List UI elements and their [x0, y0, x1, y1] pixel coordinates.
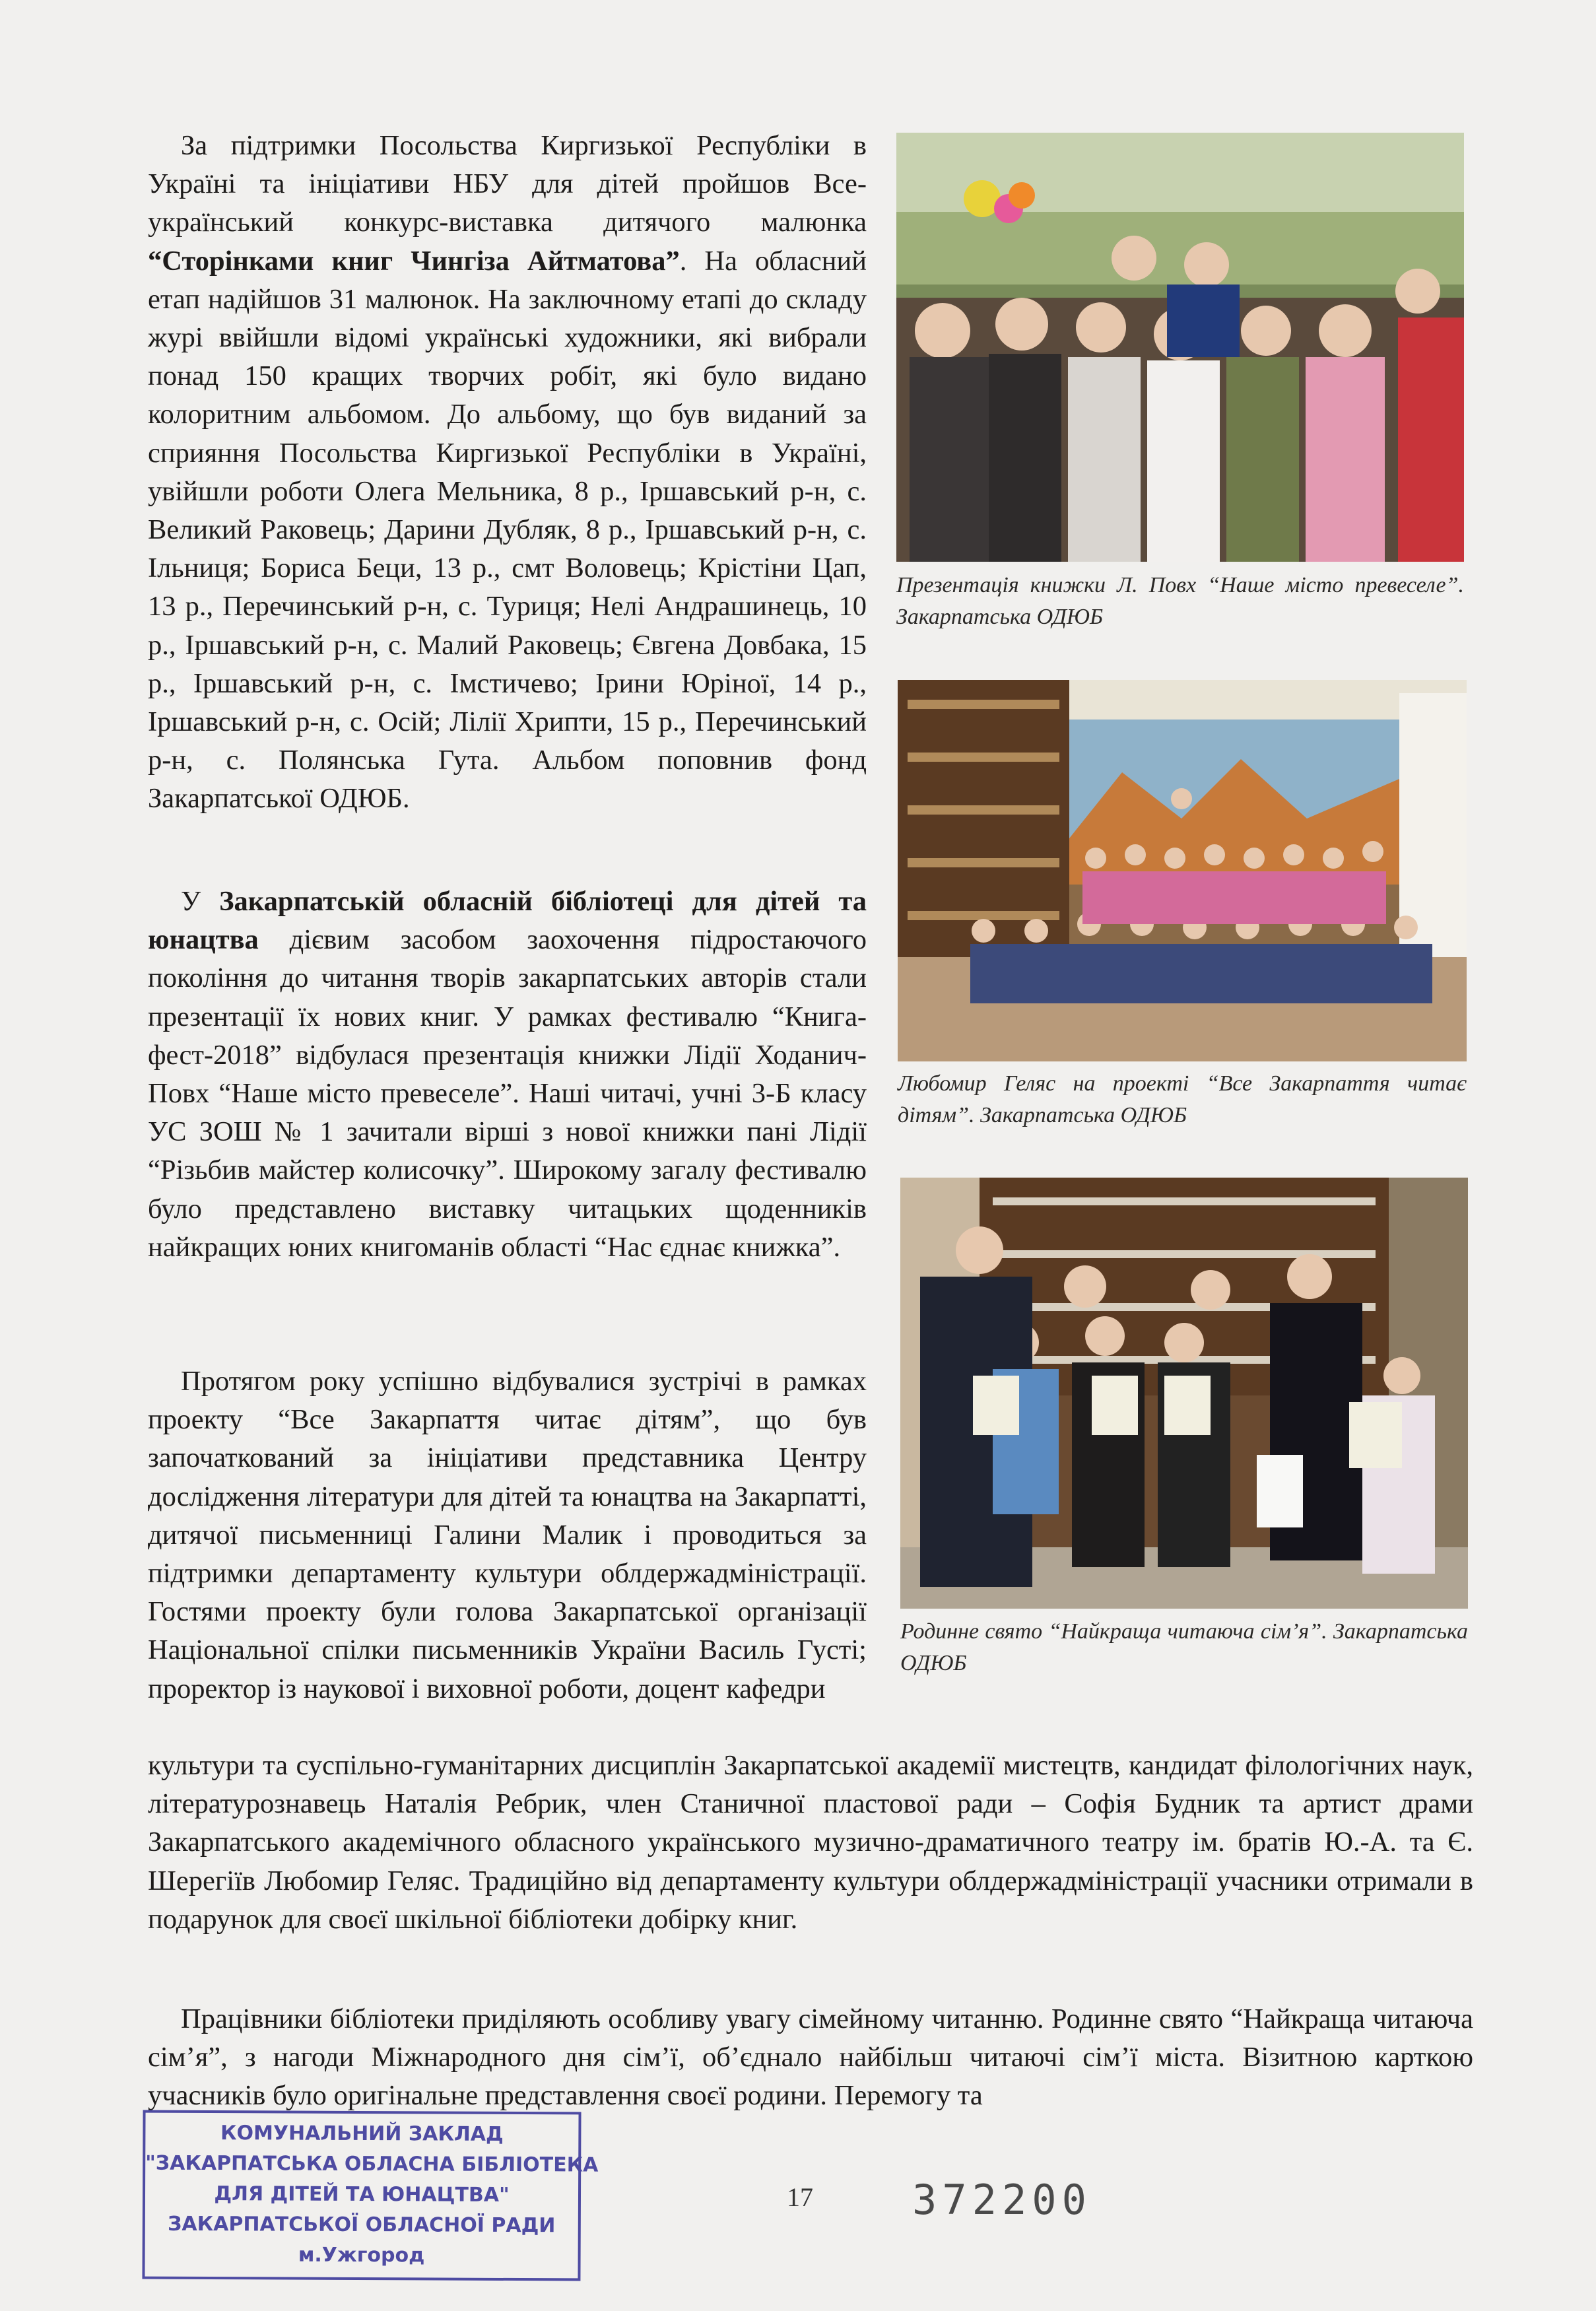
library-name: Закарпатській обласній бібліотеці для дітей та юнацтва — [148, 886, 867, 956]
stamp-line-5: м.Ужгород — [298, 2243, 425, 2267]
caption-photo-2-text: Любомир Геляс на проекті “Все Закарпаття читає дітям”. Закарпатська ОДЮБ — [898, 1071, 1467, 1127]
paragraph-project-continued-text: культури та суспільно-гуманітарних дисциплін Закарпатської академії мистецтв, кандидат філологічних наук, літературознавець Наталія Ребрик, член Станичної пластової ради – Софія Будник та артист драми Закарпатського академічного обласного українського музично-драматичного театру ім. братів Ю.-А. та Є. Шерегіїв Любомир Геляс. Традиційно від департаменту культури облдержадміністрації учасники отримали в подарунок для своєї шкільної бібліотеки добірку книг. — [148, 1750, 1473, 1935]
stamp-line-2: "ЗАКАРПАТСЬКА ОБЛАСНА БІБЛІОТЕКА — [145, 2151, 599, 2177]
paragraph-project — [148, 1362, 867, 1708]
stamp-line-3: ДЛЯ ДІТЕЙ ТА ЮНАЦТВА" — [214, 2182, 510, 2207]
contest-title: “Сторінками книг Чингіза Айтматова” — [148, 245, 680, 277]
paragraph-library-start: У — [181, 886, 220, 917]
paragraph-contest — [148, 127, 867, 819]
paragraph-contest-rest: . На обласний етап надійшов 31 малюнок. На заключному етапі до складу журі ввійшли відомі українські художники, які вибрали понад 150 кращих творчих робіт, які було видано колоритним альбомом. До альбому, що був виданий за сприяння Посольства Киргизької Республіки в Україні, увійшли роботи Олега Мельника, 8 р., Іршавський р-н, с. Великий Раковець; Дарини Дубляк, 8 р., Іршавський р-н, с. Ільниця; Бориса Беци, 13 р., смт Воловець; Крістіни Цап, 13 р., Перечинський р-н, с. Туриця; Нелі Андрашинець, 10 р., Іршавський р-н, с. Малий Раковець; Євгена Довбака, 15 р., Іршавський р-н, с. Імстичево; Ірини Юріної, 14 р., Іршавський р-н, с. Осій; Лілії Хрипти, 15 р., Перечинський р-н, с. Полянська Гута. Альбом поповнив фонд Закарпатської ОДЮБ. — [148, 245, 867, 815]
paragraph-project-continued — [148, 1747, 1473, 1939]
page-number: 17 — [787, 2182, 813, 2212]
caption-photo-3 — [900, 1616, 1468, 1679]
library-stamp — [142, 2110, 599, 2281]
caption-photo-1-text: Презентація книжки Л. Повх “Наше місто превеселе”. Закарпатська ОДЮБ — [896, 573, 1464, 629]
paragraph-library-rest: дієвим засобом заохочення підростаючого покоління до читання творів закарпатських авторів стали презентації їх нових книг. У рамках фестивалю “Книга-фест-2018” відбулася презентація книжки Лідії Ходанич-Повх “Наше місто превеселе”. Наші читачі, учні 3-Б класу УС ЗОШ № 1 зачитали вірші з нової книжки пані Лідії “Різьбив майстер колисочку”. Широкому загалу фестивалю було представлено виставку читацьких щоденників найкращих юних книгоманів області “Нас єднає книжка”. — [148, 924, 867, 1263]
caption-photo-3-text: Родинне свято “Найкраща читаюча сім’я”. Закарпатська ОДЮБ — [900, 1619, 1468, 1675]
paragraph-family-text: Працівники бібліотеки приділяють особливу увагу сімейному читанню. Родинне свято “Найкраща читаюча сім’я”, з нагоди Міжнародного дня сім’ї, об’єднало найбільш читаючі сім’ї міста. Візитною карткою учасників було оригінальне представлення своєї родини. Перемогу та — [148, 2003, 1473, 2112]
paragraph-contest-text: За підтримки Посольства Киргизької Республіки в Україні та ініціативи НБУ для дітей пройшов Всеукраїнський конкурс-виставка дитячого малюнка — [148, 130, 867, 238]
caption-photo-1 — [896, 570, 1464, 633]
paragraph-library — [148, 883, 867, 1267]
photo-project-reading — [898, 680, 1467, 1061]
photo-book-presentation — [896, 133, 1464, 562]
stamp-line-4: ЗАКАРПАТСЬКОЇ ОБЛАСНОЇ РАДИ — [168, 2212, 556, 2238]
stamp-line-1: КОМУНАЛЬНИЙ ЗАКЛАД — [220, 2122, 504, 2146]
photo-family-holiday — [900, 1178, 1468, 1609]
paragraph-project-text: Протягом року успішно відбувалися зустрічі в рамках проекту “Все Закарпаття читає дітям”, що був започаткований за ініціативи представника Центру дослідження літератури для дітей та юнацтва на Закарпатті, дитячої письменниці Галини Малик і проводиться за підтримки департаменту культури облдержадміністрації. Гостями проекту були голова Закарпатської організації Національної спілки письменників України Василь Густі; проректор із наукової і виховної роботи, доцент кафедри — [148, 1366, 867, 1704]
paragraph-family — [148, 2000, 1473, 2116]
inventory-number: 372200 — [912, 2176, 1092, 2224]
caption-photo-2 — [898, 1068, 1467, 1131]
